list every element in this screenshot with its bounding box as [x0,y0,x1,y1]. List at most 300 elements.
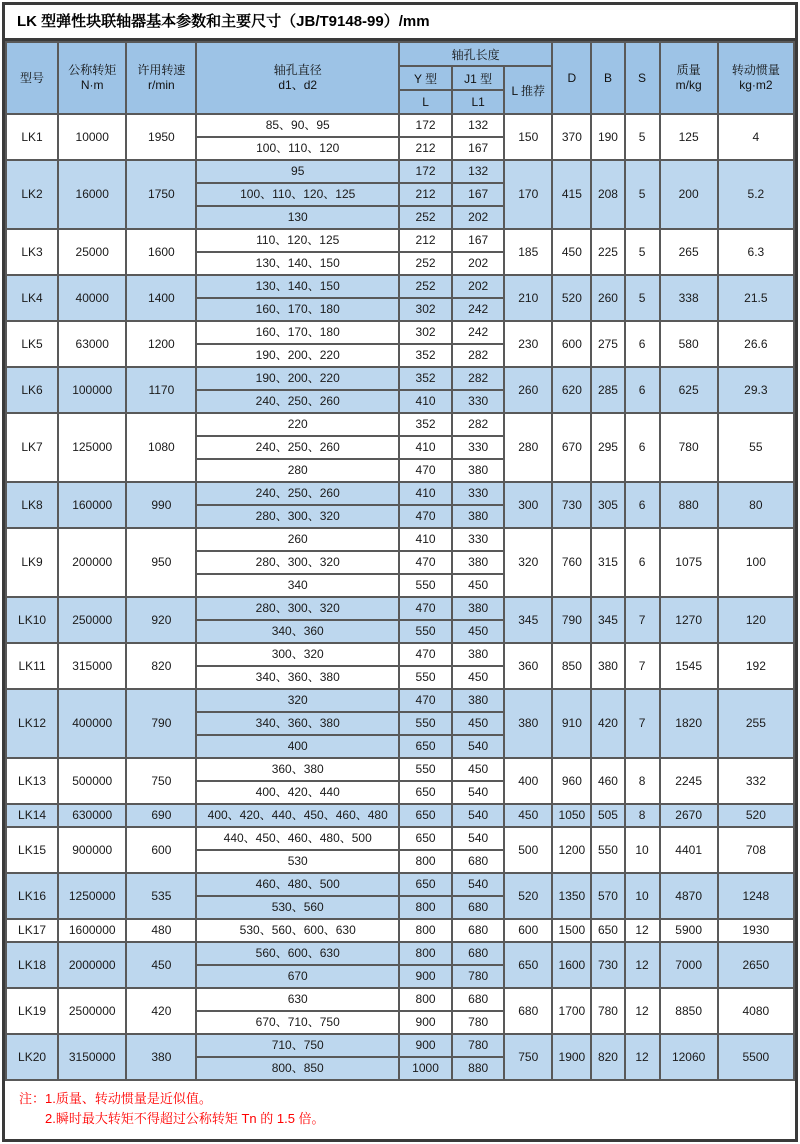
B-cell: 550 [591,827,624,873]
length-L1-cell: 680 [452,850,504,873]
bore-diameter-cell: 110、120、125 [196,229,399,252]
B-cell: 190 [591,114,624,160]
inertia-cell: 80 [718,482,794,528]
model-cell: LK1 [6,114,58,160]
bore-diameter-cell: 190、200、220 [196,367,399,390]
speed-cell: 790 [126,689,196,758]
col-header-D: D [552,42,591,114]
length-L1-cell: 450 [452,574,504,597]
notes-label: 注： [19,1091,46,1106]
mass-cell: 200 [660,160,718,229]
table-row [6,942,794,965]
L-recommended-cell: 400 [504,758,552,804]
speed-cell: 690 [126,804,196,827]
D-cell: 370 [552,114,591,160]
model-cell: LK20 [6,1034,58,1080]
mass-cell: 2670 [660,804,718,827]
length-L1-cell: 540 [452,781,504,804]
inertia-cell: 2650 [718,942,794,988]
B-cell: 260 [591,275,624,321]
bore-diameter-cell: 710、750 [196,1034,399,1057]
S-cell: 8 [625,758,660,804]
table-row [6,1034,794,1057]
table-row [6,804,794,827]
table-row [6,229,794,252]
B-cell: 820 [591,1034,624,1080]
torque-cell: 40000 [58,275,126,321]
notes [5,1081,795,1139]
speed-cell: 420 [126,988,196,1034]
mass-cell: 1820 [660,689,718,758]
L-recommended-cell: 320 [504,528,552,597]
S-cell: 10 [625,827,660,873]
length-L-cell: 650 [399,804,452,827]
inertia-cell: 255 [718,689,794,758]
inertia-cell: 6.3 [718,229,794,275]
col-header-inertia: 转动惯量 kg·m2 [718,42,794,114]
S-cell: 12 [625,919,660,942]
table-row [6,114,794,137]
mass-cell: 1075 [660,528,718,597]
S-cell: 5 [625,275,660,321]
torque-cell: 2500000 [58,988,126,1034]
S-cell: 7 [625,689,660,758]
bore-diameter-cell: 460、480、500 [196,873,399,896]
S-cell: 12 [625,942,660,988]
length-L1-cell: 540 [452,735,504,758]
length-L-cell: 352 [399,367,452,390]
S-cell: 7 [625,597,660,643]
length-L1-cell: 680 [452,919,504,942]
table-row [6,919,794,942]
length-L1-cell: 450 [452,620,504,643]
S-cell: 5 [625,114,660,160]
col-header-B: B [591,42,624,114]
length-L-cell: 470 [399,643,452,666]
torque-cell: 250000 [58,597,126,643]
D-cell: 1050 [552,804,591,827]
torque-cell: 200000 [58,528,126,597]
length-L-cell: 172 [399,160,452,183]
col-header-mass: 质量 m/kg [660,42,718,114]
speed-cell: 480 [126,919,196,942]
table-row [6,643,794,666]
B-cell: 305 [591,482,624,528]
S-cell: 5 [625,160,660,229]
length-L-cell: 252 [399,206,452,229]
L-recommended-cell: 300 [504,482,552,528]
table-row [6,482,794,505]
speed-cell: 1200 [126,321,196,367]
speed-cell: 950 [126,528,196,597]
model-cell: LK14 [6,804,58,827]
length-L1-cell: 380 [452,689,504,712]
B-cell: 505 [591,804,624,827]
table-row [6,275,794,298]
table-header [6,42,794,114]
mass-cell: 580 [660,321,718,367]
L-recommended-cell: 345 [504,597,552,643]
bore-diameter-cell: 670、710、750 [196,1011,399,1034]
bore-diameter-cell: 630 [196,988,399,1011]
S-cell: 6 [625,367,660,413]
D-cell: 1500 [552,919,591,942]
inertia-cell: 55 [718,413,794,482]
bore-diameter-cell: 260 [196,528,399,551]
length-L1-cell: 380 [452,551,504,574]
mass-cell: 625 [660,367,718,413]
D-cell: 415 [552,160,591,229]
bore-diameter-cell: 220 [196,413,399,436]
bore-diameter-cell: 160、170、180 [196,298,399,321]
table-row [6,597,794,620]
D-cell: 760 [552,528,591,597]
length-L1-cell: 242 [452,321,504,344]
bore-diameter-cell: 670 [196,965,399,988]
length-L1-cell: 282 [452,367,504,390]
note-item: 2.瞬时最大转矩不得超过公称转矩 Tn 的 1.5 倍。 [45,1111,325,1126]
length-L-cell: 900 [399,1011,452,1034]
length-L1-cell: 167 [452,137,504,160]
length-L1-cell: 330 [452,436,504,459]
L-recommended-cell: 600 [504,919,552,942]
table-row [6,367,794,390]
col-header-J1-type: J1 型 [452,66,504,90]
speed-cell: 920 [126,597,196,643]
torque-cell: 400000 [58,689,126,758]
length-L1-cell: 540 [452,827,504,850]
bore-diameter-cell: 100、110、120 [196,137,399,160]
torque-cell: 2000000 [58,942,126,988]
speed-cell: 1170 [126,367,196,413]
model-cell: LK2 [6,160,58,229]
model-cell: LK11 [6,643,58,689]
L-recommended-cell: 230 [504,321,552,367]
torque-cell: 315000 [58,643,126,689]
torque-cell: 160000 [58,482,126,528]
table-row [6,758,794,781]
S-cell: 12 [625,1034,660,1080]
length-L1-cell: 680 [452,988,504,1011]
bore-diameter-cell: 340、360、380 [196,666,399,689]
mass-cell: 780 [660,413,718,482]
mass-cell: 125 [660,114,718,160]
inertia-cell: 5500 [718,1034,794,1080]
torque-cell: 500000 [58,758,126,804]
S-cell: 8 [625,804,660,827]
length-L-cell: 900 [399,1034,452,1057]
L-recommended-cell: 170 [504,160,552,229]
B-cell: 780 [591,988,624,1034]
length-L-cell: 1000 [399,1057,452,1080]
bore-diameter-cell: 130、140、150 [196,275,399,298]
D-cell: 600 [552,321,591,367]
length-L1-cell: 202 [452,275,504,298]
length-L1-cell: 880 [452,1057,504,1080]
L-recommended-cell: 650 [504,942,552,988]
B-cell: 275 [591,321,624,367]
length-L-cell: 800 [399,919,452,942]
length-L1-cell: 330 [452,528,504,551]
B-cell: 420 [591,689,624,758]
mass-cell: 1545 [660,643,718,689]
bore-diameter-cell: 560、600、630 [196,942,399,965]
model-cell: LK12 [6,689,58,758]
torque-cell: 25000 [58,229,126,275]
B-cell: 225 [591,229,624,275]
bore-diameter-cell: 400、420、440、450、460、480 [196,804,399,827]
model-cell: LK17 [6,919,58,942]
bore-diameter-cell: 300、320 [196,643,399,666]
S-cell: 10 [625,873,660,919]
bore-diameter-cell: 160、170、180 [196,321,399,344]
L-recommended-cell: 185 [504,229,552,275]
bore-diameter-cell: 240、250、260 [196,390,399,413]
torque-cell: 630000 [58,804,126,827]
L-recommended-cell: 450 [504,804,552,827]
inertia-cell: 4080 [718,988,794,1034]
length-L-cell: 212 [399,137,452,160]
bore-diameter-cell: 360、380 [196,758,399,781]
torque-cell: 100000 [58,367,126,413]
length-L-cell: 470 [399,459,452,482]
length-L1-cell: 242 [452,298,504,321]
length-L-cell: 550 [399,758,452,781]
speed-cell: 535 [126,873,196,919]
model-cell: LK8 [6,482,58,528]
length-L1-cell: 540 [452,873,504,896]
D-cell: 1200 [552,827,591,873]
D-cell: 960 [552,758,591,804]
length-L1-cell: 780 [452,965,504,988]
bore-diameter-cell: 400、420、440 [196,781,399,804]
D-cell: 1350 [552,873,591,919]
length-L-cell: 550 [399,574,452,597]
torque-cell: 16000 [58,160,126,229]
torque-cell: 63000 [58,321,126,367]
torque-cell: 1600000 [58,919,126,942]
length-L1-cell: 780 [452,1011,504,1034]
length-L-cell: 470 [399,505,452,528]
S-cell: 6 [625,528,660,597]
bore-diameter-cell: 440、450、460、480、500 [196,827,399,850]
length-L1-cell: 132 [452,114,504,137]
length-L-cell: 410 [399,436,452,459]
length-L1-cell: 202 [452,206,504,229]
length-L-cell: 252 [399,275,452,298]
bore-diameter-cell: 530、560 [196,896,399,919]
inertia-cell: 1930 [718,919,794,942]
D-cell: 520 [552,275,591,321]
bore-diameter-cell: 280、300、320 [196,505,399,528]
length-L-cell: 550 [399,620,452,643]
length-L-cell: 800 [399,942,452,965]
length-L1-cell: 282 [452,413,504,436]
length-L-cell: 650 [399,735,452,758]
length-L1-cell: 450 [452,758,504,781]
bore-diameter-cell: 95 [196,160,399,183]
length-L1-cell: 330 [452,390,504,413]
length-L-cell: 800 [399,896,452,919]
D-cell: 1900 [552,1034,591,1080]
mass-cell: 1270 [660,597,718,643]
B-cell: 285 [591,367,624,413]
length-L1-cell: 380 [452,643,504,666]
inertia-cell: 21.5 [718,275,794,321]
length-L-cell: 470 [399,689,452,712]
length-L1-cell: 167 [452,229,504,252]
length-L-cell: 550 [399,712,452,735]
model-cell: LK16 [6,873,58,919]
S-cell: 6 [625,413,660,482]
mass-cell: 7000 [660,942,718,988]
length-L-cell: 470 [399,551,452,574]
B-cell: 570 [591,873,624,919]
mass-cell: 5900 [660,919,718,942]
S-cell: 6 [625,321,660,367]
mass-cell: 2245 [660,758,718,804]
bore-diameter-cell: 130 [196,206,399,229]
D-cell: 620 [552,367,591,413]
table-body [6,114,794,1080]
model-cell: LK7 [6,413,58,482]
model-cell: LK9 [6,528,58,597]
model-cell: LK15 [6,827,58,873]
length-L-cell: 800 [399,988,452,1011]
bore-diameter-cell: 340、360、380 [196,712,399,735]
col-header-model: 型号 [6,42,58,114]
bore-diameter-cell: 280、300、320 [196,597,399,620]
parameters-table [5,41,795,1081]
length-L-cell: 410 [399,528,452,551]
length-L1-cell: 680 [452,896,504,919]
model-cell: LK6 [6,367,58,413]
length-L-cell: 172 [399,114,452,137]
speed-cell: 600 [126,827,196,873]
col-header-bore-length: 轴孔长度 [399,42,552,66]
speed-cell: 1950 [126,114,196,160]
mass-cell: 880 [660,482,718,528]
inertia-cell: 29.3 [718,367,794,413]
length-L-cell: 212 [399,229,452,252]
L-recommended-cell: 750 [504,1034,552,1080]
D-cell: 850 [552,643,591,689]
length-L-cell: 650 [399,873,452,896]
col-header-L: L [399,90,452,114]
bore-diameter-cell: 240、250、260 [196,436,399,459]
B-cell: 730 [591,942,624,988]
D-cell: 730 [552,482,591,528]
note-items [45,1089,325,1129]
L-recommended-cell: 500 [504,827,552,873]
col-header-L-recommended: L 推荐 [504,66,552,114]
model-cell: LK4 [6,275,58,321]
bore-diameter-cell: 320 [196,689,399,712]
page-title: LK 型弹性块联轴器基本参数和主要尺寸（JB/T9148-99）/mm [5,5,795,41]
mass-cell: 4401 [660,827,718,873]
speed-cell: 820 [126,643,196,689]
L-recommended-cell: 680 [504,988,552,1034]
model-cell: LK5 [6,321,58,367]
bore-diameter-cell: 800、850 [196,1057,399,1080]
length-L1-cell: 202 [452,252,504,275]
length-L1-cell: 450 [452,712,504,735]
length-L1-cell: 450 [452,666,504,689]
torque-cell: 900000 [58,827,126,873]
length-L1-cell: 540 [452,804,504,827]
B-cell: 315 [591,528,624,597]
B-cell: 380 [591,643,624,689]
bore-diameter-cell: 100、110、120、125 [196,183,399,206]
L-recommended-cell: 520 [504,873,552,919]
inertia-cell: 120 [718,597,794,643]
mass-cell: 265 [660,229,718,275]
L-recommended-cell: 360 [504,643,552,689]
table-row [6,413,794,436]
D-cell: 790 [552,597,591,643]
speed-cell: 380 [126,1034,196,1080]
D-cell: 450 [552,229,591,275]
speed-cell: 1400 [126,275,196,321]
length-L1-cell: 380 [452,505,504,528]
table-row [6,528,794,551]
col-header-S: S [625,42,660,114]
length-L1-cell: 167 [452,183,504,206]
model-cell: LK10 [6,597,58,643]
col-header-speed: 许用转速 r/min [126,42,196,114]
length-L1-cell: 680 [452,942,504,965]
length-L1-cell: 780 [452,1034,504,1057]
length-L-cell: 252 [399,252,452,275]
L-recommended-cell: 380 [504,689,552,758]
length-L-cell: 800 [399,850,452,873]
note-item: 1.质量、转动惯量是近似值。 [45,1091,212,1106]
bore-diameter-cell: 530 [196,850,399,873]
inertia-cell: 192 [718,643,794,689]
length-L-cell: 352 [399,413,452,436]
length-L1-cell: 380 [452,459,504,482]
model-cell: LK18 [6,942,58,988]
B-cell: 208 [591,160,624,229]
mass-cell: 4870 [660,873,718,919]
inertia-cell: 1248 [718,873,794,919]
speed-cell: 990 [126,482,196,528]
inertia-cell: 708 [718,827,794,873]
length-L-cell: 212 [399,183,452,206]
mass-cell: 8850 [660,988,718,1034]
length-L-cell: 550 [399,666,452,689]
S-cell: 5 [625,229,660,275]
torque-cell: 3150000 [58,1034,126,1080]
B-cell: 345 [591,597,624,643]
bore-diameter-cell: 530、560、600、630 [196,919,399,942]
B-cell: 650 [591,919,624,942]
table-row [6,827,794,850]
model-cell: LK19 [6,988,58,1034]
mass-cell: 12060 [660,1034,718,1080]
table-row [6,321,794,344]
S-cell: 12 [625,988,660,1034]
model-cell: LK13 [6,758,58,804]
speed-cell: 750 [126,758,196,804]
col-header-L1: L1 [452,90,504,114]
speed-cell: 1080 [126,413,196,482]
length-L-cell: 410 [399,482,452,505]
length-L-cell: 302 [399,321,452,344]
bore-diameter-cell: 190、200、220 [196,344,399,367]
bore-diameter-cell: 280、300、320 [196,551,399,574]
speed-cell: 1600 [126,229,196,275]
